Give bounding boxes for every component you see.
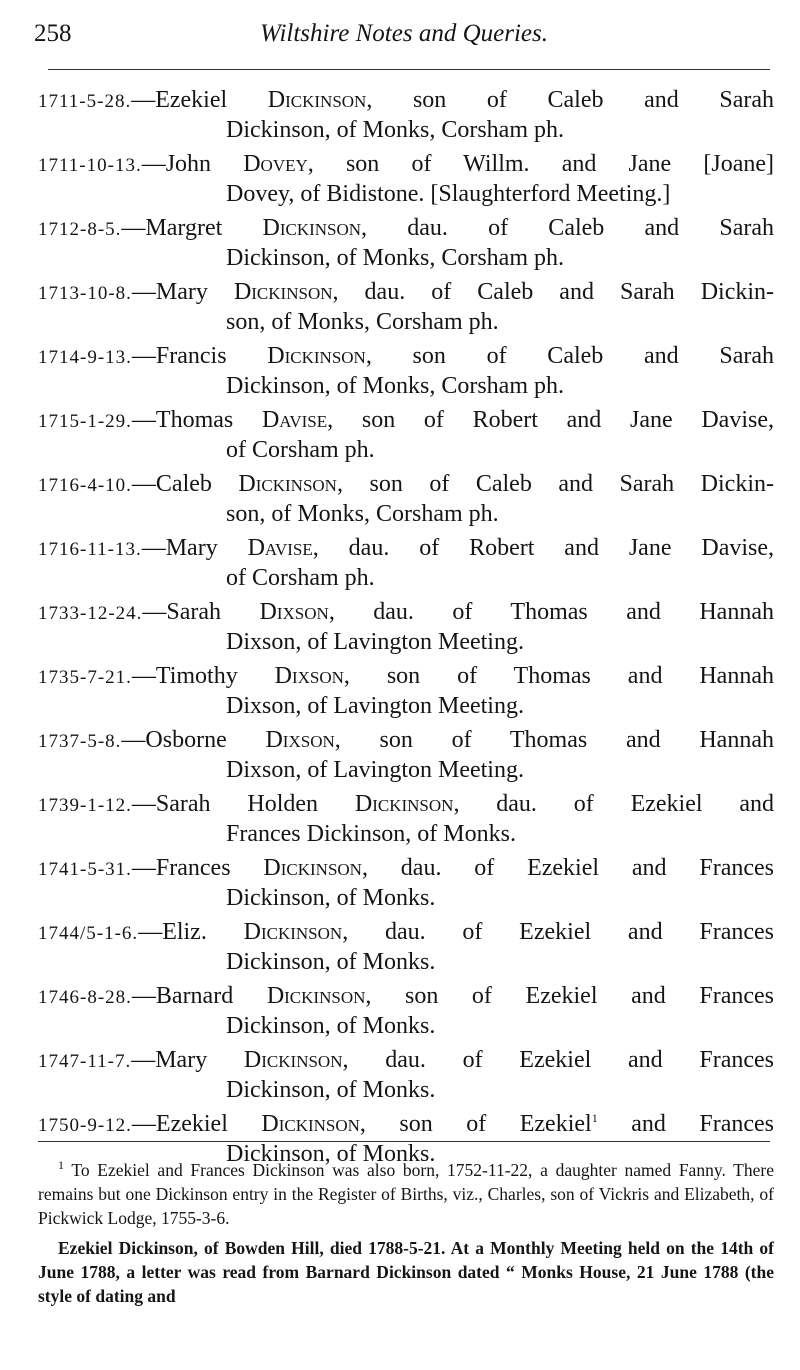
- entry-first-line: 1746-8-28.—Barnard Dickinson, son of Ezekiel and Frances: [38, 983, 774, 1009]
- entry-continuation: Dickinson, of Monks, Corsham ph.: [226, 117, 564, 143]
- page-header: [34, 20, 774, 54]
- register-entry: [38, 854, 774, 912]
- entry-date: 1715-1-29.: [38, 411, 132, 432]
- entry-surname: Dickinson: [267, 87, 367, 113]
- register-entries: [38, 86, 774, 1174]
- entry-continuation: Dickinson, of Monks, Corsham ph.: [226, 373, 564, 399]
- register-entry: [38, 598, 774, 656]
- register-entry: [38, 726, 774, 784]
- entry-date: 1711-5-28.: [38, 91, 132, 112]
- entry-continuation: son, of Monks, Corsham ph.: [226, 501, 499, 527]
- entry-surname: Dickinson: [238, 471, 337, 497]
- entry-date: 1713-10-8.: [38, 283, 132, 304]
- register-entry: [38, 982, 774, 1040]
- entry-surname: Dickinson: [243, 1047, 343, 1073]
- entry-surname: Dickinson: [266, 983, 366, 1009]
- entry-continuation: Dixson, of Lavington Meeting.: [226, 629, 524, 655]
- page-number: 258: [34, 20, 72, 47]
- footnotes: [38, 1158, 774, 1314]
- register-entry: [38, 662, 774, 720]
- register-entry: [38, 1046, 774, 1104]
- entry-continuation: of Corsham ph.: [226, 437, 375, 463]
- entry-first-line: 1735-7-21.—Timothy Dixson, son of Thomas and Hannah: [38, 663, 774, 689]
- entry-continuation: Dickinson, of Monks.: [226, 1077, 436, 1103]
- entry-first-line: 1715-1-29.—Thomas Davise, son of Robert and Jane Davise,: [38, 407, 774, 433]
- entry-continuation: Dickinson, of Monks.: [226, 1013, 436, 1039]
- entry-surname: Dickinson: [263, 855, 362, 881]
- entry-first-line: 1716-11-13.—Mary Davise, dau. of Robert and Jane Davise,: [38, 535, 775, 561]
- footnote-reference: 1: [591, 1111, 598, 1125]
- entry-first-line: 1744/5-1-6.—Eliz. Dickinson, dau. of Ezekiel and Frances: [38, 919, 774, 945]
- entry-first-line: 1716-4-10.—Caleb Dickinson, son of Caleb and Sarah Dickin-: [38, 471, 774, 497]
- entry-first-line: 1711-5-28.—Ezekiel Dickinson, son of Caleb and Sarah: [38, 87, 775, 113]
- header-rule: [48, 69, 770, 70]
- entry-first-line: 1712-8-5.—Margret Dickinson, dau. of Caleb and Sarah: [38, 215, 774, 241]
- entry-surname: Davise: [247, 535, 313, 561]
- entry-first-line: 1714-9-13.—Francis Dickinson, son of Caleb and Sarah: [38, 343, 775, 369]
- entry-continuation: Dixson, of Lavington Meeting.: [226, 757, 524, 783]
- entry-first-line: 1733-12-24.—Sarah Dixson, dau. of Thomas and Hannah: [38, 599, 774, 625]
- register-entry: [38, 470, 774, 528]
- entry-continuation: Dickinson, of Monks.: [226, 949, 436, 975]
- footnote-rule: [38, 1141, 770, 1142]
- entry-first-line: 1747-11-7.—Mary Dickinson, dau. of Ezekiel and Frances: [38, 1047, 775, 1073]
- footnote-marker: 1: [58, 1158, 64, 1173]
- entry-surname: Dixson: [265, 727, 335, 753]
- register-entry: [38, 406, 774, 464]
- footnote-text: To Ezekiel and Frances Dickinson was also born, 1752-11-22, a daughter named Fanny. There remains but one Dickinson entry in the Register of Births, viz., Charles, son of Vickris and Elizabeth, of Pickwick Lodge, 1755-3-6.: [38, 1160, 774, 1228]
- entry-date: 1741-5-31.: [38, 859, 132, 880]
- entry-date: 1744/5-1-6.: [38, 923, 139, 944]
- register-entry: [38, 86, 774, 144]
- entry-date: 1716-11-13.: [38, 539, 142, 560]
- entry-first-line: 1711-10-13.—John Dovey, son of Willm. and Jane [Joane]: [38, 151, 774, 177]
- entry-date: 1750-9-12.: [38, 1115, 132, 1136]
- entry-date: 1747-11-7.: [38, 1051, 132, 1072]
- entry-surname: Dickinson: [261, 1111, 360, 1137]
- footnote: [38, 1158, 774, 1230]
- entry-date: 1714-9-13.: [38, 347, 132, 368]
- entry-continuation: son, of Monks, Corsham ph.: [226, 309, 499, 335]
- entry-date: 1711-10-13.: [38, 155, 142, 176]
- entry-continuation: Dixson, of Lavington Meeting.: [226, 693, 524, 719]
- entry-date: 1716-4-10.: [38, 475, 132, 496]
- entry-surname: Dovey: [243, 151, 308, 177]
- entry-first-line: 1750-9-12.—Ezekiel Dickinson, son of Ezekiel$^1$ and Frances: [38, 1111, 774, 1137]
- entry-surname: Dickinson: [267, 343, 366, 369]
- register-entry: [38, 214, 774, 272]
- entry-first-line: 1737-5-8.—Osborne Dixson, son of Thomas and Hannah: [38, 727, 774, 753]
- entry-continuation: Dovey, of Bidistone. [Slaughterford Meeting.]: [226, 181, 671, 207]
- entry-date: 1733-12-24.: [38, 603, 143, 624]
- entry-continuation: Dickinson, of Monks.: [226, 885, 436, 911]
- entry-date: 1746-8-28.: [38, 987, 132, 1008]
- entry-surname: Davise: [261, 407, 328, 433]
- entry-date: 1712-8-5.: [38, 219, 122, 240]
- register-entry: [38, 534, 774, 592]
- entry-first-line: 1739-1-12.—Sarah Holden Dickinson, dau. of Ezekiel and: [38, 791, 775, 817]
- entry-surname: Dixson: [274, 663, 344, 689]
- entry-first-line: 1713-10-8.—Mary Dickinson, dau. of Caleb and Sarah Dickin-: [38, 279, 775, 305]
- register-entry: [38, 342, 774, 400]
- entry-continuation: Dickinson, of Monks.: [226, 1141, 436, 1167]
- register-entry: [38, 918, 774, 976]
- footnote-paragraph: Ezekiel Dickinson, of Bowden Hill, died 1788-5-21. At a Monthly Meeting held on the 14th of June 1788, a letter was read from Barnard Dickinson dated “ Monks House, 21 June 1788 (the style of dating and: [38, 1238, 774, 1306]
- entry-continuation: of Corsham ph.: [226, 565, 375, 591]
- entry-date: 1739-1-12.: [38, 795, 132, 816]
- entry-first-line: 1741-5-31.—Frances Dickinson, dau. of Ezekiel and Frances: [38, 855, 775, 881]
- entry-surname: Dickinson: [233, 279, 333, 305]
- register-entry: [38, 278, 774, 336]
- register-entry: [38, 150, 774, 208]
- entry-surname: Dickinson: [262, 215, 362, 241]
- entry-surname: Dickinson: [243, 919, 343, 945]
- entry-surname: Dickinson: [354, 791, 454, 817]
- running-title: Wiltshire Notes and Queries.: [260, 20, 548, 47]
- entry-surname: Dixson: [259, 599, 329, 625]
- entry-date: 1735-7-21.: [38, 667, 132, 688]
- entry-date: 1737-5-8.: [38, 731, 122, 752]
- entry-continuation: Dickinson, of Monks, Corsham ph.: [226, 245, 564, 271]
- register-entry: [38, 790, 774, 848]
- entry-continuation: Frances Dickinson, of Monks.: [226, 821, 516, 847]
